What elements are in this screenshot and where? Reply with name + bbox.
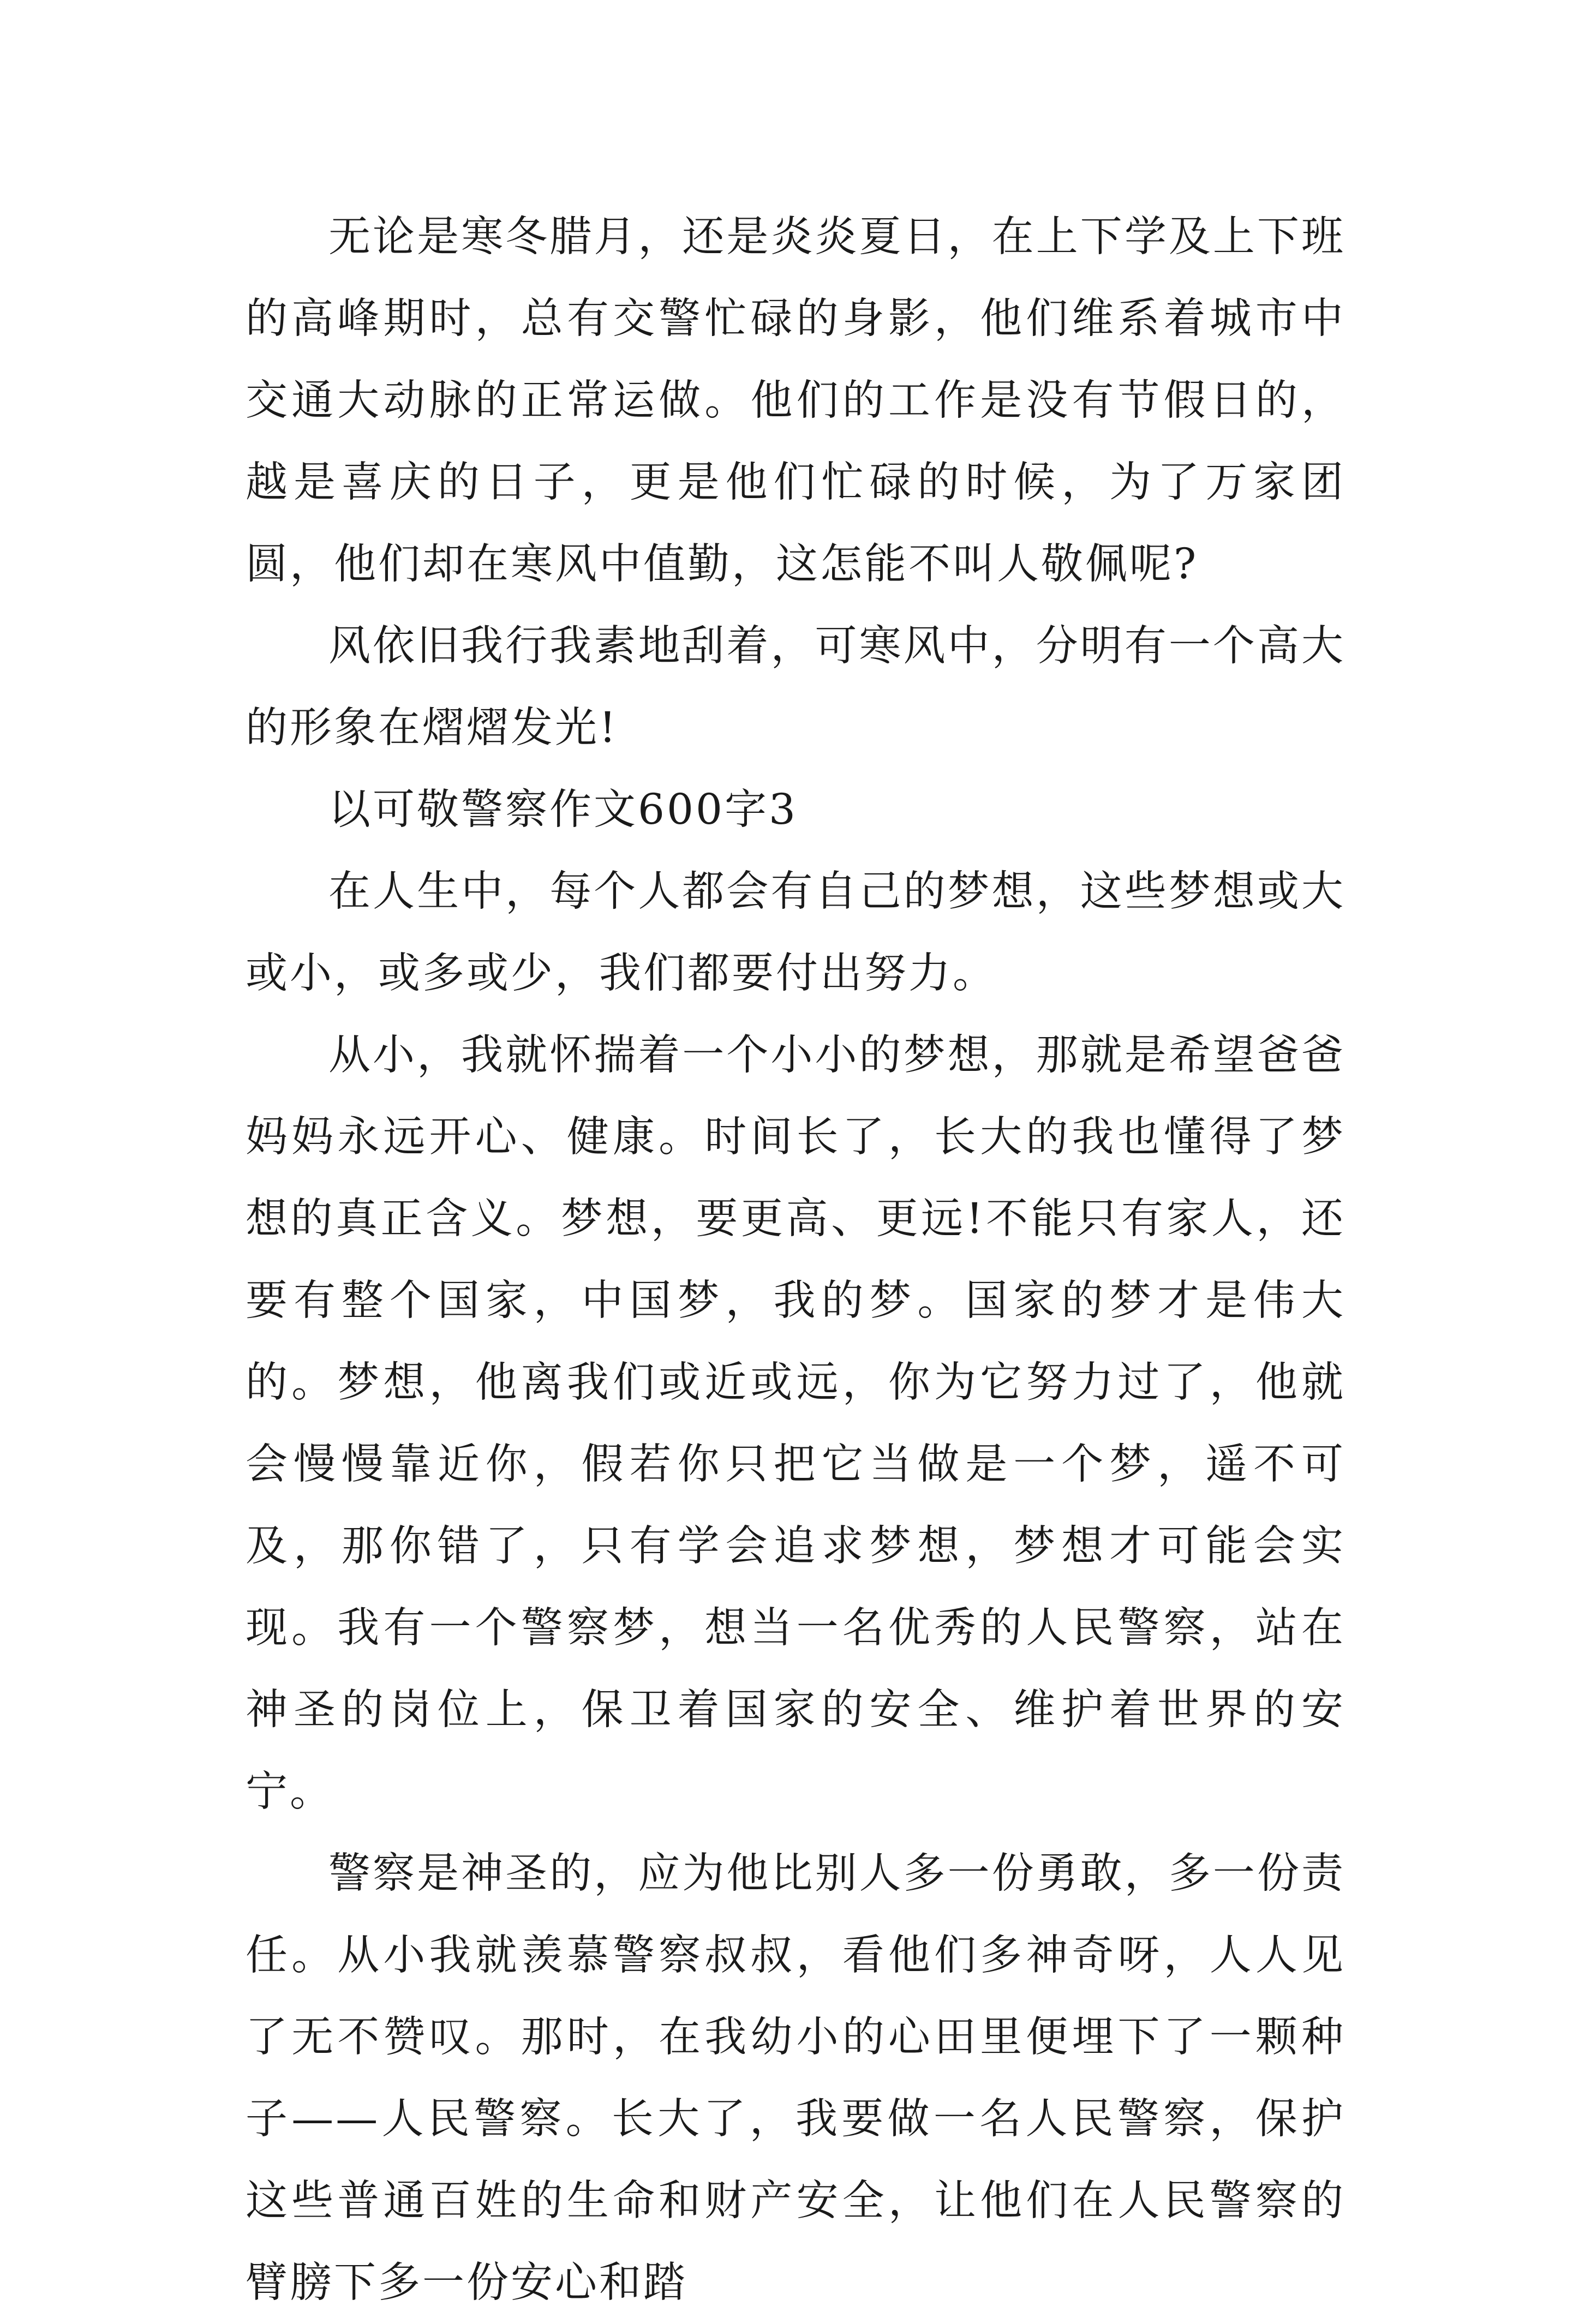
paragraph-dreams-intro: 在人生中，每个人都会有自己的梦想，这些梦想或大或小，或多或少，我们都要付出努力。 <box>246 867 1345 998</box>
paragraph-police-sacred: 警察是神圣的，应为他比别人多一份勇敢，多一份责任。从小我就羡慕警察叔叔，看他们多神奇呀，人人见了无不赞叹。那时，在我幼小的心田里便埋下了一颗种子——人民警察。长大了，我要做一名人民警察，保护这些普通百姓的生命和财产安全，让他们在人民警察的臂膀下多一份安心和踏 <box>246 1849 1345 2307</box>
paragraph-childhood-dream: 从小，我就怀揣着一个小小的梦想，那就是希望爸爸妈妈永远开心、健康。时间长了，长大的我也懂得了梦想的真正含义。梦想，要更高、更远!不能只有家人，还要有整个国家，中国梦，我的梦。国家的梦才是伟大的。梦想，他离我们或近或远，你为它努力过了，他就会慢慢靠近你，假若你只把它当做是一个梦，遥不可及，那你错了，只有学会追求梦想，梦想才可能会实现。我有一个警察梦，想当一名优秀的人民警察，站在神圣的岗位上，保卫着国家的安全、维护着世界的安宁。 <box>246 1031 1345 1816</box>
document-body <box>246 196 1345 2324</box>
paragraph-cold-wind: 风依旧我行我素地刮着，可寒风中，分明有一个高大的形象在熠熠发光! <box>246 622 1345 752</box>
essay-heading: 以可敬警察作文600字3 <box>328 786 798 834</box>
paragraph-traffic-police: 无论是寒冬腊月，还是炎炎夏日，在上下学及上下班的高峰期时，总有交警忙碌的身影，他们维系着城市中交通大动脉的正常运做。他们的工作是没有节假日的，越是喜庆的日子，更是他们忙碌的时候，为了万家团圆，他们却在寒风中值勤，这怎能不叫人敬佩呢? <box>246 213 1345 589</box>
